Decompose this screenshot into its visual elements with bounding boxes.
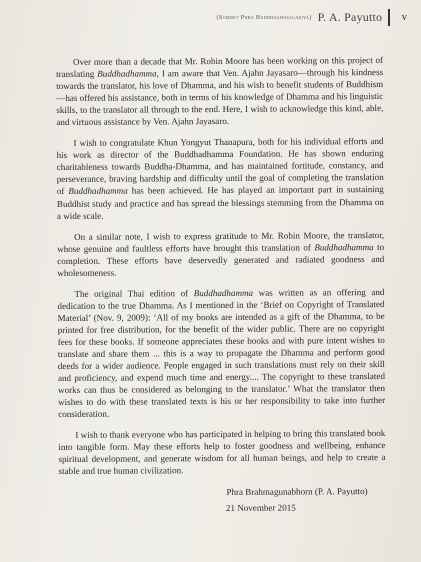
paragraph-3: On a similar note, I wish to express gratitude to Mr. Robin Moore, the translator, whose genuine and faultless efforts have brought this translation of Buddhadhamma to completion. These efforts have deservedly generated and radiated goodness and wholesomeness. (57, 229, 385, 278)
signature-block (59, 484, 386, 514)
paragraph-1: Over more than a decade that Mr. Robin Moore has been working on this project of translating Buddhadhamma, I am aware that Ven. Ajahn Jayasaro—through his kindness towards the translator, his love of Dhamma, and his wish to benefit students of Buddhism—has offered his assistance, both in terms of his knowledge of Dhamma and his linguistic skills, to the translator all through to the end. Here, I wish to acknowledge this kind, able, and virtuous assistance by Ven. Ajahn Jayasaro. (56, 55, 384, 128)
paragraph-2: I wish to congratulate Khun Yongyut Thanapura, both for his individual efforts and his work as director of the Buddhadhamma Foundation. He has shown enduring charitableness towards Buddha-Dhamma, and has maintained fortitude, constancy, and perseverance, braving hardship and difficulty until the goal of completing the translation of Buddhadhamma has been achieved. He has played an important part in sustaining Buddhist study and practice and has spread the blessings stemming from the Dhamma on a wide scale. (56, 136, 384, 221)
running-header (216, 9, 407, 26)
page-number: v (401, 12, 407, 23)
header-author: P. A. Payutto (317, 10, 383, 24)
signature-name: Phra Brahmagunabhorn (P. A. Payutto) (226, 485, 368, 497)
paragraph-4: The original Thai edition of Buddhadhamma was written as an offering and dedication to the true Dhamma. As I mentioned in the ‘Brief on Copyright of Translated Material’ (Nov. 9, 2009): ‘All of my books are intended as a gift of the Dhamma, to be printed for free distribution, for the benefit of the wider public. There are no copyright fees for these books. If someone appreciates these books and with pure intent wishes to translate and share them ... this is a way to propagate the Dhamma and perform good deeds for a wider audience. People engaged in such translations must rely on their skill and proficiency, and expend much time and energy.... The copyright to these translated works can thus be considered as belonging to the translator.’ What the translator then wishes to do with these translated texts is his or her responsibility to take into further consideration. (57, 286, 386, 420)
paragraph-5: I wish to thank everyone who has participated in helping to bring this translated book into tangible form. May these efforts help to foster goodness and wellbeing, enhance spiritual development, and generate wisdom for all human beings, and help to create a stable and true human civilization. (58, 428, 386, 477)
header-subtitle: (Somdet Phra Buddhaghosacariya) (216, 14, 312, 21)
header-divider (388, 9, 390, 26)
signature-date: 21 November 2015 (225, 502, 296, 513)
page-body (56, 54, 386, 515)
